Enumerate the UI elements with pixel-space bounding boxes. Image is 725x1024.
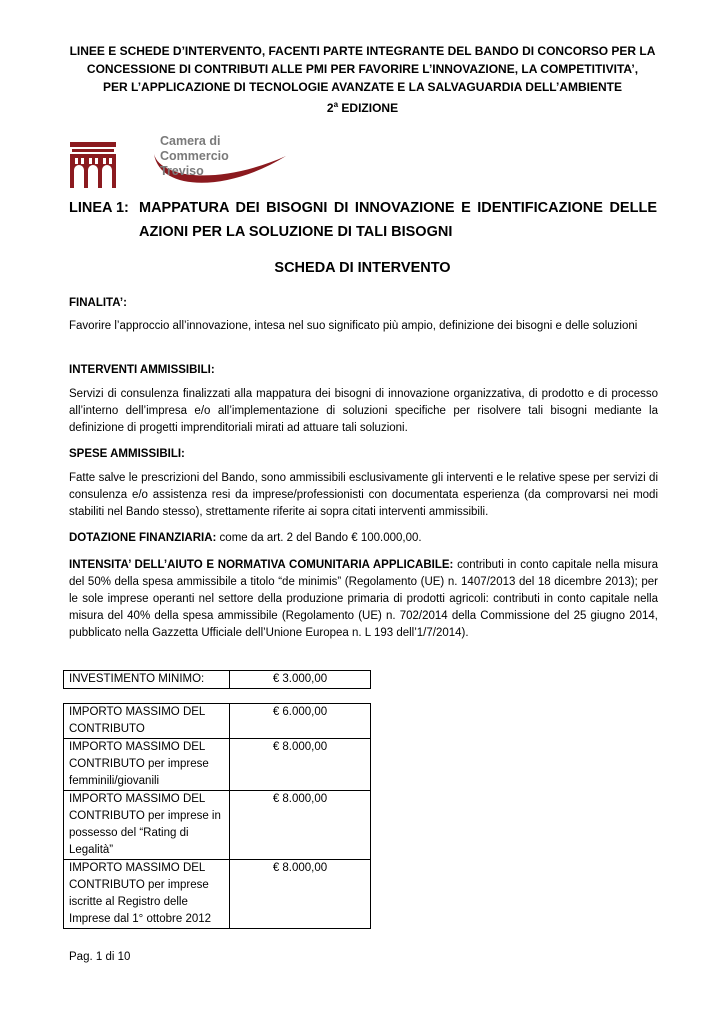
- finalita-heading: FINALITA’:: [69, 297, 127, 309]
- dotazione-text: come da art. 2 del Bando € 100.000,00.: [216, 532, 422, 544]
- max-contribution-table: [63, 703, 371, 929]
- interventi-section: [69, 362, 658, 437]
- dotazione-section: [69, 530, 658, 547]
- table-cell-label: IMPORTO MASSIMO DEL CONTRIBUTO per imprese iscritte al Registro delle Imprese dal 1° ottobre 2012: [64, 860, 230, 929]
- edition-word: EDIZIONE: [341, 101, 399, 115]
- table-cell-label: IMPORTO MASSIMO DEL CONTRIBUTO per imprese femminili/giovanili: [64, 739, 230, 791]
- dotazione-heading: DOTAZIONE FINANZIARIA:: [69, 532, 217, 544]
- document-header: [60, 42, 665, 117]
- spese-heading: SPESE AMMISSIBILI:: [69, 448, 185, 460]
- intensita-heading: INTENSITA’ DELL’AIUTO E NORMATIVA COMUNITARIA APPLICABILE:: [69, 559, 454, 571]
- table-cell-label: INVESTIMENTO MINIMO:: [64, 671, 230, 689]
- table-row: [64, 791, 371, 860]
- table-row: [64, 860, 371, 929]
- header-line-3: PER L’APPLICAZIONE DI TECNOLOGIE AVANZATE E LA SALVAGUARDIA DELL’AMBIENTE: [103, 80, 622, 94]
- table-cell-value: € 8.000,00: [230, 860, 371, 929]
- table-row: [64, 704, 371, 739]
- chamber-of-commerce-logo: [68, 134, 290, 190]
- interventi-heading: INTERVENTI AMMISSIBILI:: [69, 364, 215, 376]
- table-cell-value: € 3.000,00: [230, 671, 371, 689]
- table-cell-label: IMPORTO MASSIMO DEL CONTRIBUTO: [64, 704, 230, 739]
- linea-label: LINEA 1:: [69, 200, 129, 216]
- table-cell-label: IMPORTO MASSIMO DEL CONTRIBUTO per imprese in possesso del “Rating di Legalità”: [64, 791, 230, 860]
- table-cell-value: € 8.000,00: [230, 791, 371, 860]
- spese-text: Fatte salve le prescrizioni del Bando, sono ammissibili esclusivamente gli interventi e le relative spese per servizi di consulenza e/o assistenza resi da imprese/professionisti con documentata esperienza (da comprovarsi nei modi stabiliti nel Bando stesso), strettamente riferite ai sopra citati interventi ammissibili.: [69, 472, 658, 518]
- table-row: [64, 739, 371, 791]
- interventi-text: Servizi di consulenza finalizzati alla mappatura dei bisogni di innovazione organizzativa, di prodotto e di processo all’interno dell’impresa e/o all’implementazione di soluzioni specifiche per risolvere tali bisogni mediante la definizione di progetti imprenditoriali mirati ad attuare tali soluzioni.: [69, 388, 658, 434]
- header-line-2: CONCESSIONE DI CONTRIBUTI ALLE PMI PER FAVORIRE L’INNOVAZIONE, LA COMPETITIVITA’,: [86, 62, 639, 76]
- table-cell-value: € 8.000,00: [230, 739, 371, 791]
- intensita-section: [69, 557, 658, 642]
- header-edition: [60, 96, 665, 117]
- logo-line-1: Camera di Commercio: [160, 134, 229, 163]
- intensita-text: contributi in conto capitale nella misura del 50% della spesa ammissibile a titolo “de minimis” (Regolamento (UE) n. 1407/2013 del 18 dicembre 2013); per le sole imprese operanti nel settore della produzione primaria di prodotti agricoli: contributi in conto capitale nella misura del 40% della spesa ammissibile (Regolamento (UE) n. 702/2014 della Commissione del 25 giugno 2014, pubblicato nella Gazzetta Ufficiale dell’Unione Europea n. L 193 dell’1/7/2014).: [69, 559, 658, 639]
- table-row: [64, 671, 371, 689]
- page-number: Pag. 1 di 10: [69, 951, 131, 963]
- linea-text: MAPPATURA DEI BISOGNI DI INNOVAZIONE E IDENTIFICAZIONE DELLE AZIONI PER LA SOLUZIONE DI TALI BISOGNI: [139, 200, 657, 240]
- minimum-investment-table: [63, 670, 371, 689]
- header-line-1: LINEE E SCHEDE D’INTERVENTO, FACENTI PARTE INTEGRANTE DEL BANDO DI CONCORSO PER LA: [69, 44, 656, 58]
- finalita-section: [69, 295, 658, 335]
- logo-text: [160, 134, 290, 179]
- edition-superscript: a: [333, 100, 339, 109]
- scheda-title: SCHEDA DI INTERVENTO: [274, 260, 451, 276]
- logo-line-2: Treviso: [160, 164, 204, 178]
- spese-section: [69, 446, 658, 521]
- edition-number: 2: [326, 101, 334, 115]
- finalita-text: Favorire l’approccio all’innovazione, intesa nel suo significato più ampio, definizione dei bisogni e delle soluzioni: [69, 320, 638, 332]
- table-cell-value: € 6.000,00: [230, 704, 371, 739]
